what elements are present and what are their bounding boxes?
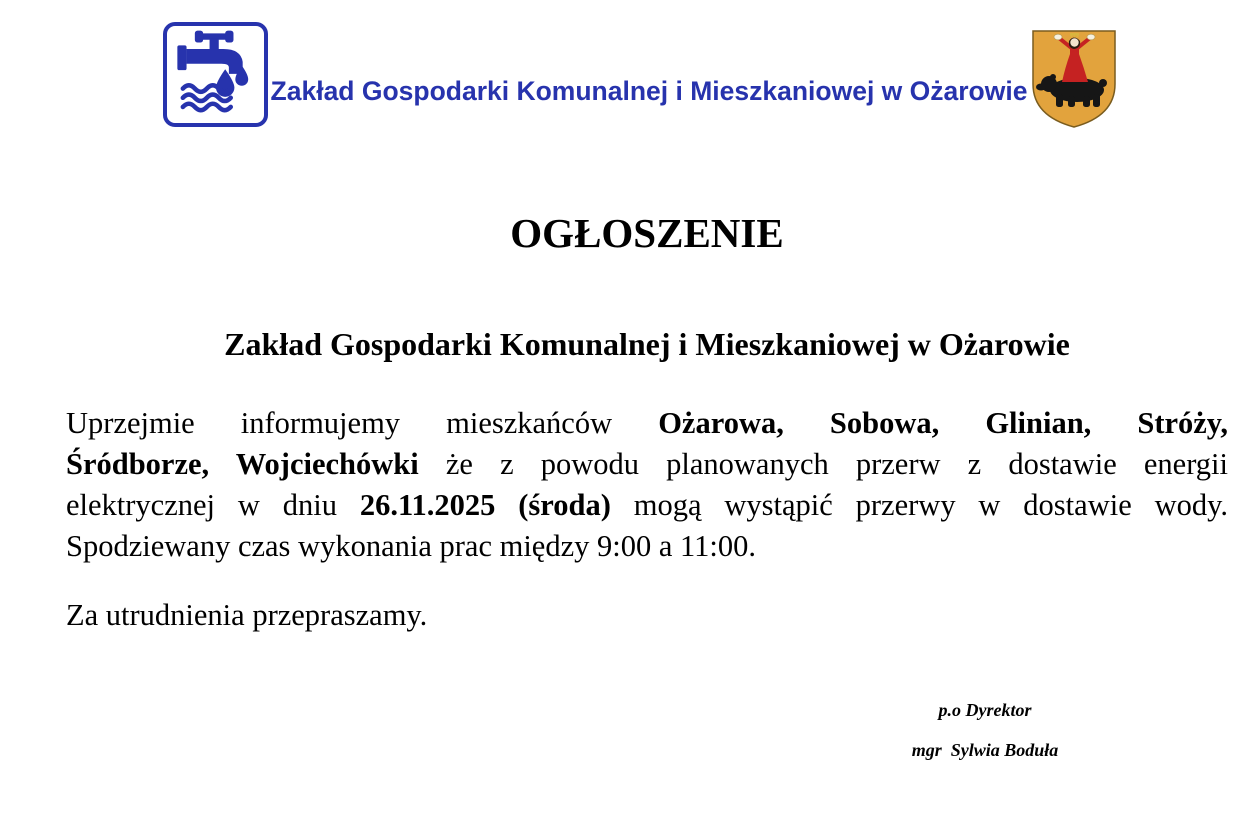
signature-role: p.o Dyrektor [938,700,1032,720]
body-text: Uprzejmie informujemy mieszkańców [66,406,659,440]
water-tap-icon [170,26,262,123]
outage-date: 26.11.2025 (środa) [359,488,611,522]
ozarow-coat-of-arms-icon [1030,28,1118,130]
body-line-3 [66,485,1228,526]
body-paragraph [66,403,1228,567]
village-names-part2: Śródborze, Wojciechówki [66,447,419,481]
apology-text: Za utrudnienia przepraszamy. [66,598,428,632]
signature-block [835,690,1135,770]
body-text: mogą wystąpić przerwy w dostawie wody. [610,488,1229,522]
body-text: elektrycznej w dniu [66,488,360,522]
utility-logo [163,22,268,127]
organization-name: Zakład Gospodarki Komunalnej i Mieszkaniowej w Ożarowie [270,76,1028,106]
announcement-title: OGŁOSZENIE [510,210,784,256]
work-hours-text: Spodziewany czas wykonania prac między 9:00 a 11:00. [66,529,756,563]
body-line-2 [66,444,1228,485]
village-names-part1: Ożarowa, Sobowa, Glinian, Stróży, [658,406,1228,440]
document-header [0,0,1256,130]
body-line-4 [66,526,1228,567]
document-content [0,210,1256,636]
signature-name: mgr Sylwia Boduła [911,740,1059,760]
announcement-subtitle: Zakład Gospodarki Komunalnej i Mieszkaniowej w Ożarowie [224,326,1070,362]
body-line-1 [66,403,1228,444]
body-text: że z powodu planowanych przerw z dostawie energii [418,447,1228,481]
